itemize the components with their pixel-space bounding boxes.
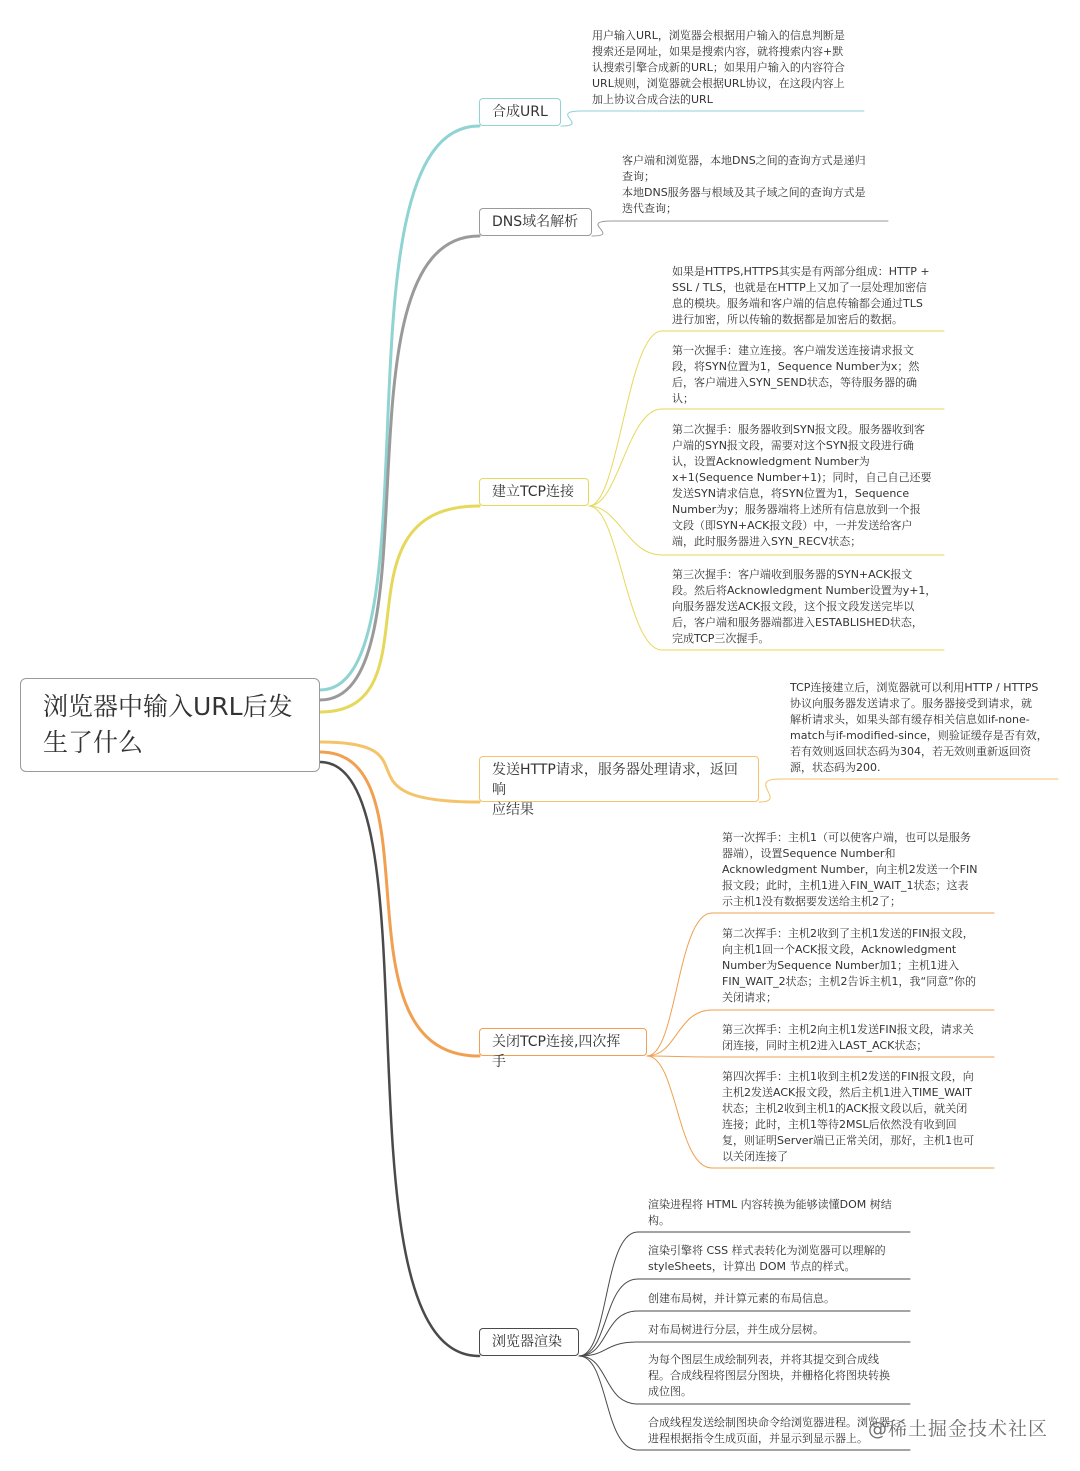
branch-node[interactable] bbox=[479, 1028, 647, 1070]
branch-node[interactable] bbox=[479, 1328, 579, 1356]
branch-label: DNS域名解析 bbox=[492, 214, 579, 230]
branch-node[interactable] bbox=[479, 98, 561, 126]
leaf-text: 为每个图层生成绘制列表，并将其提交到合成线 程。合成线程将图层分图块，并栅格化将图块转换 成位图。 bbox=[648, 1353, 890, 1398]
leaf-connector bbox=[592, 221, 888, 236]
leaf-text: 第一次挥手：主机1（可以使客户端，也可以是服务 器端），设置Sequence Number和 Acknowledgment Number，向主机2发送一个FIN 报文段；此时，主机1进入FIN_WAIT_1状态；这表 示主机1没有数据要发送给主机2了； bbox=[722, 831, 978, 908]
leaf-text: 创建布局树，并计算元素的布局信息。 bbox=[648, 1292, 835, 1305]
leaf-text: 第三次挥手：主机2向主机1发送FIN报文段，请求关 闭连接，同时主机2进入LAST_ACK状态； bbox=[722, 1023, 974, 1052]
branch-label: 浏览器渲染 bbox=[492, 1334, 562, 1350]
leaf-text: 渲染引擎将 CSS 样式表转化为浏览器可以理解的 styleSheets，计算出 DOM 节点的样式。 bbox=[648, 1244, 886, 1273]
leaf-connector bbox=[647, 1056, 994, 1057]
root-connector bbox=[320, 752, 479, 1056]
leaf-text: 第二次挥手：主机2收到了主机1发送的FIN报文段， 向主机1回一个ACK报文段，Acknowledgment Number为Sequence Number加1；主机1进入 FIN_WAIT_2状态；主机2告诉主机1，我“同意”你的 关闭请求； bbox=[722, 927, 976, 1004]
leaf-text: 客户端和浏览器，本地DNS之间的查询方式是递归 查询； 本地DNS服务器与根域及其子域之间的查询方式是 迭代查询； bbox=[622, 154, 866, 215]
leaf-text: 渲染进程将 HTML 内容转换为能够读懂DOM 树结 构。 bbox=[648, 1198, 892, 1227]
branch-label: 关闭TCP连接,四次挥手 bbox=[492, 1034, 621, 1070]
leaf-text: 对布局树进行分层，并生成分层树。 bbox=[648, 1323, 824, 1336]
leaf-text: 如果是HTTPS,HTTPS其实是有两部分组成：HTTP + SSL / TLS，也就是在HTTP上又加了一层处理加密信 息的模块。服务端和客户端的信息传输都会通过TLS 进行加密，所以传输的数据都是加密后的数据。 bbox=[672, 265, 930, 326]
watermark: @稀土掘金技术社区 bbox=[867, 1418, 1048, 1440]
branch-label: 发送HTTP请求，服务器处理请求，返回响 应结果 bbox=[492, 762, 738, 818]
root-title: 浏览器中输入URL后发生了什么 bbox=[43, 692, 293, 757]
leaf-text: 第二次握手：服务器收到SYN报文段。服务器收到客 户端的SYN报文段，需要对这个SYN报文段进行确 认，设置Acknowledgment Number为 x+1(Sequence Number+1)；同时，自己自己还要 发送SYN请求信息，将SYN位置为1，Sequence Number为y；服务器端将上述所有信息放到一个报 文段（即SYN+ACK报文段）中，一并发送给客户 端，此时服务器进入SYN_RECV状态； bbox=[672, 423, 932, 548]
leaf-text: 第一次握手：建立连接。客户端发送连接请求报文 段，将SYN位置为1，Sequence Number为x；然 后，客户端进入SYN_SEND状态，等待服务器的确 认； bbox=[672, 344, 920, 405]
root-node[interactable] bbox=[20, 678, 320, 772]
leaf-text: 合成线程发送绘制图块命令给浏览器进程。浏览器 进程根据指令生成页面，并显示到显示器上。 bbox=[648, 1416, 890, 1445]
branch-label: 建立TCP连接 bbox=[492, 484, 574, 500]
branch-node[interactable] bbox=[479, 756, 759, 818]
root-connector bbox=[320, 126, 479, 690]
root-connector bbox=[320, 236, 479, 700]
leaf-text: TCP连接建立后，浏览器就可以利用HTTP / HTTPS 协议向服务器发送请求了。服务器接受到请求，就 解析请求头，如果头部有缓存相关信息如if-none- match与if-modified-since，则验证缓存是否有效， 若有效则返回状态码为304，若无效则重新返回资 源，状态码为200. bbox=[790, 681, 1048, 774]
leaf-connector bbox=[759, 779, 1058, 802]
leaf-connector bbox=[561, 111, 864, 126]
branch-node[interactable] bbox=[479, 478, 589, 506]
leaf-text: 第三次握手：客户端收到服务器的SYN+ACK报文 段。然后将Acknowledgment Number设置为y+1， 向服务器发送ACK报文段，这个报文段发送完毕以 后，客户端和服务器端都进入ESTABLISHED状态， 完成TCP三次握手。 bbox=[672, 568, 937, 645]
leaf-text: 用户输入URL，浏览器会根据用户输入的信息判断是 搜索还是网址，如果是搜索内容，就将搜索内容+默 认搜索引擎合成新的URL；如果用户输入的内容符合 URL规则，浏览器就会根据URL协议，在这段内容上 加上协议合成合法的URL bbox=[592, 29, 845, 106]
root-connector bbox=[320, 762, 479, 1356]
branch-node[interactable] bbox=[479, 208, 592, 236]
leaf-text: 第四次挥手：主机1收到主机2发送的FIN报文段，向 主机2发送ACK报文段，然后主机1进入TIME_WAIT 状态；主机2收到主机1的ACK报文段以后，就关闭 连接；此时，主机1等待2MSL后依然没有收到回 复，则证明Server端已正常关闭，那好，主机1也可 以关闭连接了 bbox=[722, 1070, 975, 1163]
branch-label: 合成URL bbox=[492, 104, 548, 120]
